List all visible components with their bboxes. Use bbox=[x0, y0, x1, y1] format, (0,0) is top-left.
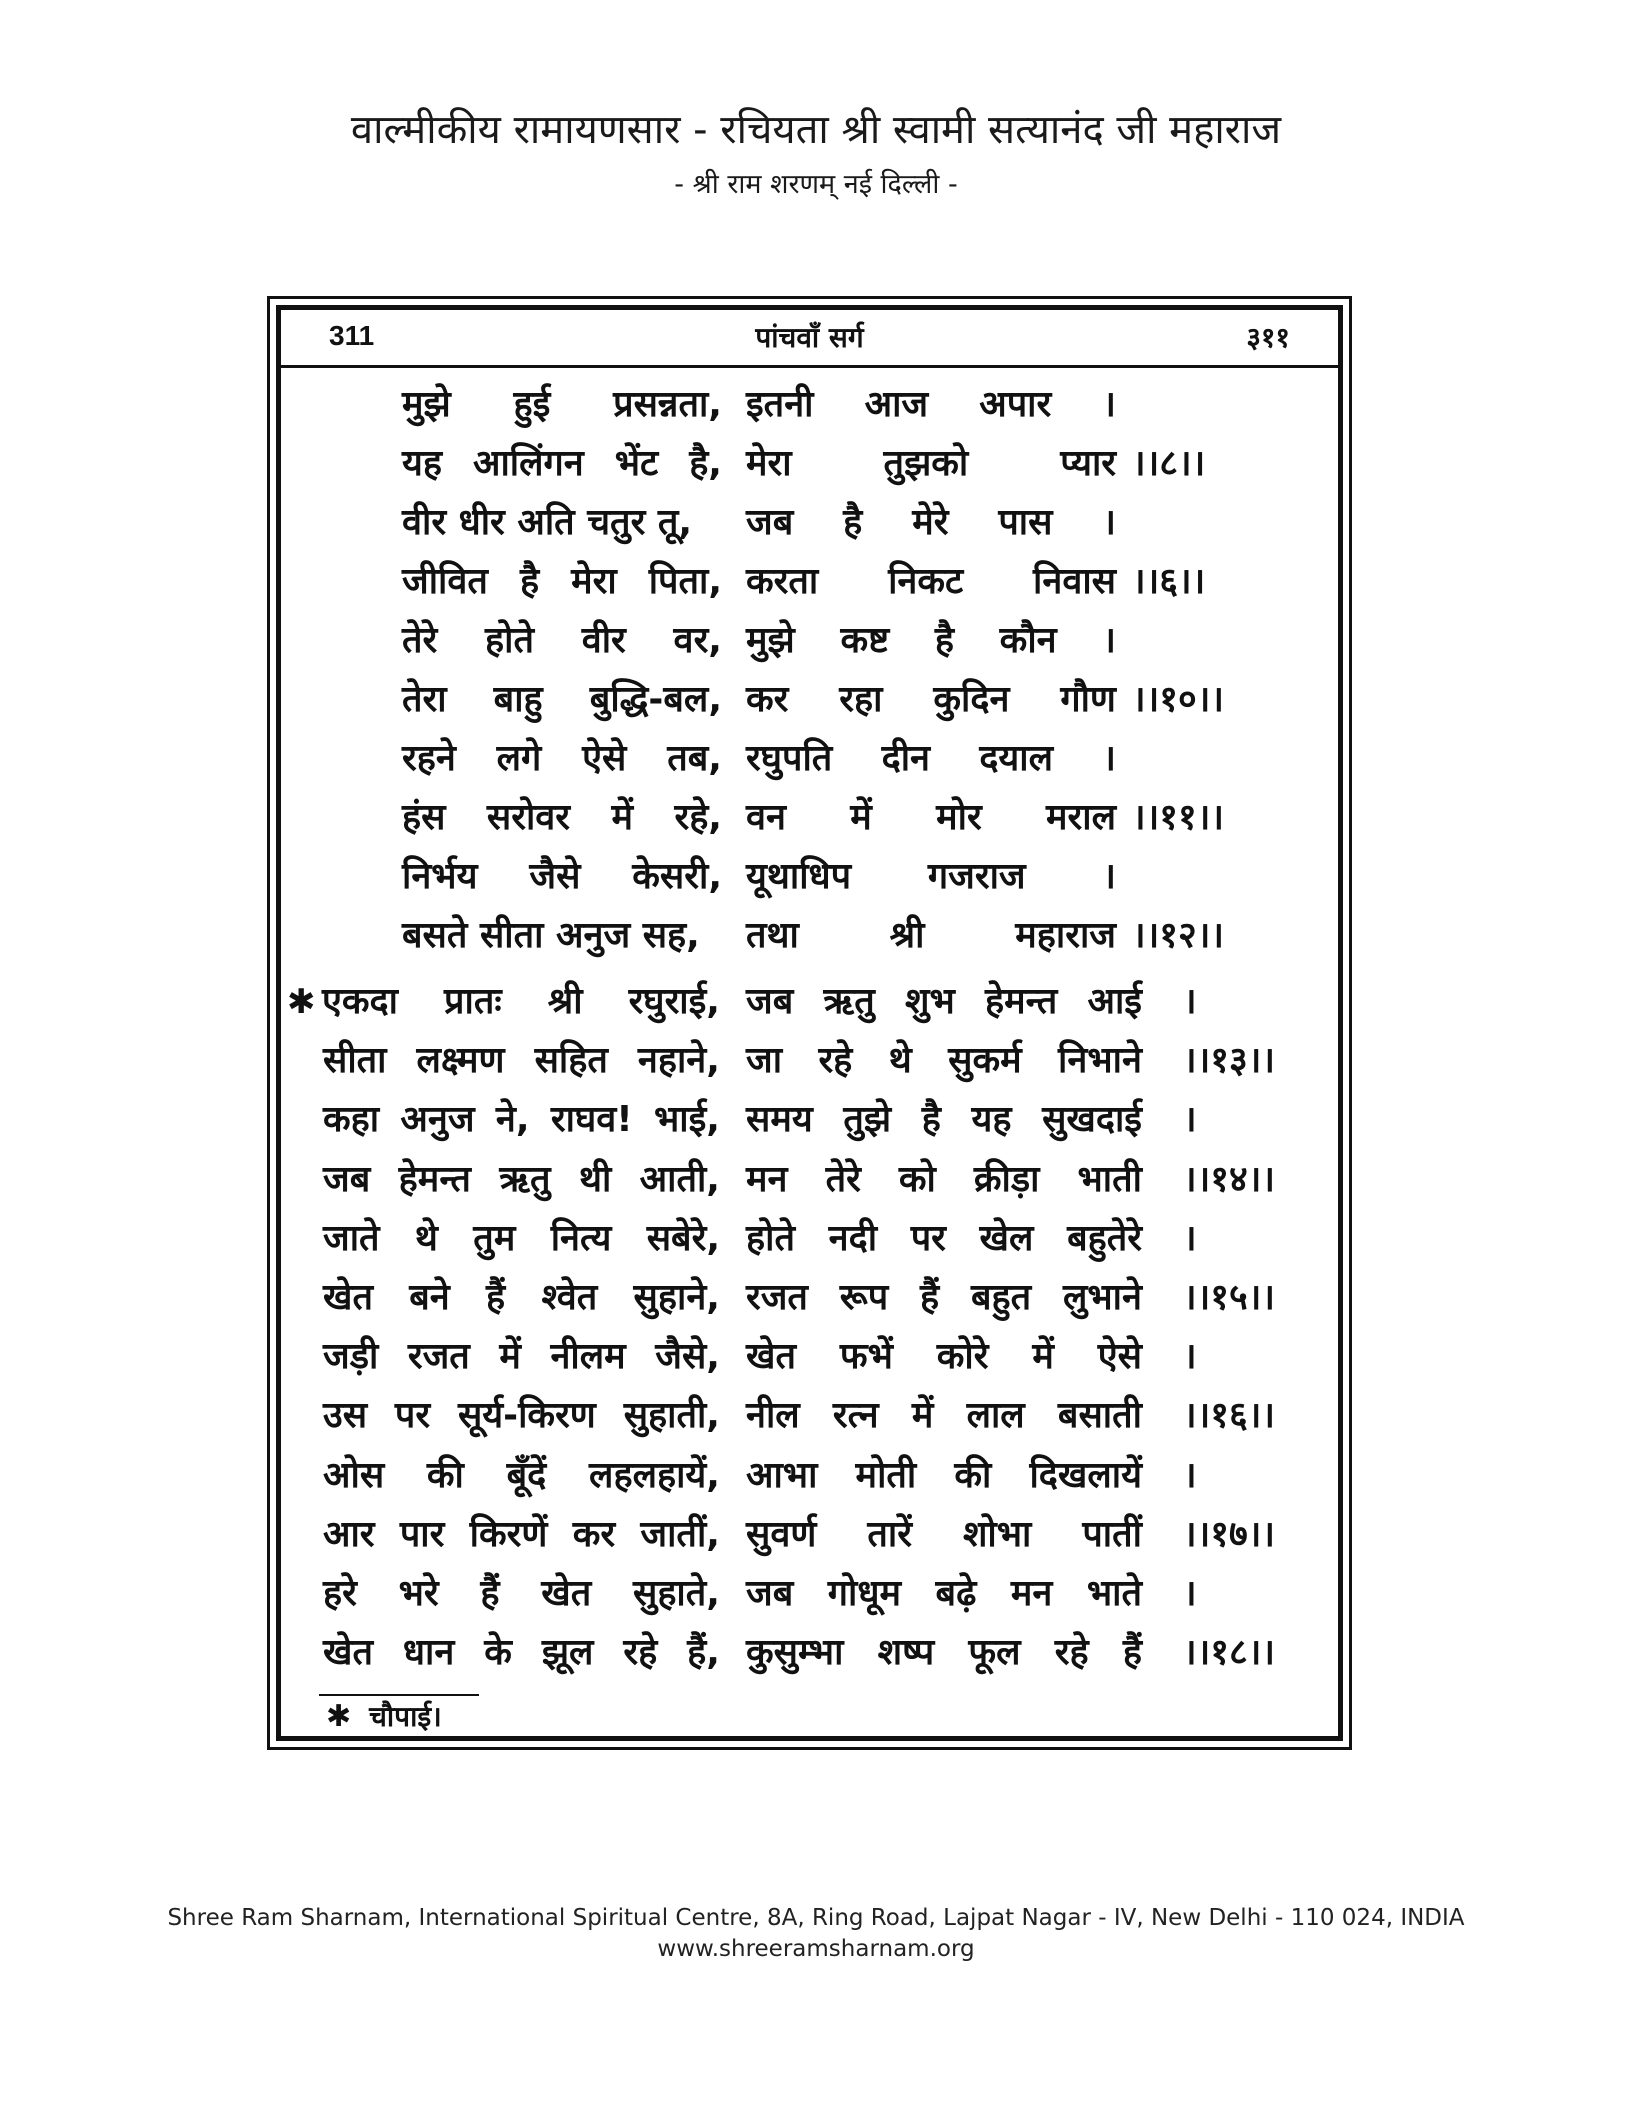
verse-word: जाते bbox=[323, 1217, 380, 1259]
doha-first-half bbox=[402, 734, 722, 784]
footnote-rule bbox=[319, 1694, 479, 1696]
verse-number: । bbox=[1183, 1454, 1197, 1496]
verse-word: रत्न bbox=[832, 1395, 879, 1437]
verse-word: दिखलायें bbox=[1029, 1454, 1142, 1496]
verse-word: में bbox=[499, 1336, 521, 1378]
verse-word: समय bbox=[746, 1099, 813, 1141]
verse-word: आई bbox=[1087, 981, 1142, 1022]
doha-line bbox=[0, 852, 1632, 902]
doha-line bbox=[0, 911, 1632, 961]
verse-word: खेत bbox=[541, 1573, 592, 1614]
verse-word: जैसे, bbox=[655, 1336, 720, 1378]
verse-word: जीवित bbox=[402, 561, 488, 602]
verse-number: ।।१८।। bbox=[1183, 1632, 1276, 1674]
verse-word: प्रातः bbox=[444, 981, 502, 1022]
verse-word: थे bbox=[414, 1217, 438, 1259]
verse-word: जैसे bbox=[529, 856, 581, 897]
verse-word: शुभ bbox=[904, 981, 955, 1022]
verse-word: मन bbox=[1010, 1573, 1053, 1614]
verse-word: दीन bbox=[881, 738, 931, 779]
verse-word: भेंट bbox=[614, 443, 659, 484]
chaupai-line bbox=[0, 1391, 1632, 1441]
verse-number: ।।१५।। bbox=[1183, 1277, 1276, 1318]
verse-word: तेरे bbox=[402, 620, 438, 661]
verse-word: बहुत bbox=[970, 1277, 1032, 1318]
footnote bbox=[326, 1697, 442, 1735]
verse-word: फभें bbox=[839, 1336, 893, 1378]
verse-word: है bbox=[519, 561, 540, 602]
doha-second-half bbox=[746, 380, 1116, 430]
verse-word: आती, bbox=[639, 1158, 720, 1200]
verse-word: गोधूम bbox=[827, 1573, 902, 1614]
verse-word: रूप bbox=[839, 1277, 889, 1318]
chaupai-first-half bbox=[323, 1332, 720, 1382]
verse-word: रहने bbox=[402, 738, 456, 779]
doha-first-half bbox=[402, 557, 722, 607]
verse-word: है bbox=[934, 620, 954, 661]
verse-number: ।।१६।। bbox=[1183, 1395, 1276, 1437]
verse-word: बने bbox=[409, 1277, 450, 1318]
verse-word: । bbox=[1102, 856, 1116, 897]
doha-line bbox=[0, 439, 1632, 489]
verse-word: रहे bbox=[818, 1040, 853, 1082]
verse-word: सबेरे, bbox=[646, 1217, 720, 1259]
verse-word: निर्भय bbox=[402, 856, 478, 897]
verse-word: सीता bbox=[323, 1040, 387, 1082]
verse-word: नहाने, bbox=[637, 1040, 720, 1082]
chaupai-line bbox=[0, 1095, 1632, 1145]
verse-word: प्यार bbox=[1060, 443, 1116, 484]
verse-word: लाल bbox=[966, 1395, 1025, 1437]
verse-word: महाराज bbox=[1015, 915, 1116, 956]
verse-word: कर bbox=[572, 1513, 616, 1555]
chaupai-second-half bbox=[746, 1451, 1142, 1501]
verse-word: बहुतेरे bbox=[1067, 1217, 1142, 1259]
verse-word: वीर धीर अति चतुर तू, bbox=[402, 502, 693, 543]
verse-number: ।।१४।। bbox=[1183, 1158, 1276, 1200]
chaupai-second-half bbox=[746, 1628, 1142, 1678]
doha-first-half bbox=[402, 380, 722, 430]
verse-number: ।।८।। bbox=[1132, 443, 1206, 484]
verse-word: निकट bbox=[888, 561, 964, 602]
verse-word: के bbox=[484, 1632, 512, 1674]
verse-word: खेत bbox=[746, 1336, 796, 1378]
verse-word: यह bbox=[971, 1099, 1012, 1141]
chaupai-second-half bbox=[746, 1155, 1142, 1205]
footer-address: Shree Ram Sharnam, International Spiritual Centre, 8A, Ring Road, Lajpat Nagar - IV, New Delhi - 110 024, INDIA bbox=[167, 1905, 1465, 1931]
doha-first-half bbox=[402, 793, 722, 843]
verse-word: सुहाती, bbox=[623, 1395, 720, 1437]
verse-word: गजराज bbox=[927, 856, 1026, 897]
chaupai-second-half bbox=[746, 1273, 1142, 1323]
verse-word: निवास bbox=[1033, 561, 1116, 602]
verse-word: जब bbox=[746, 981, 794, 1022]
footnote-text: चौपाई। bbox=[369, 1700, 442, 1733]
verse-word: । bbox=[1102, 384, 1116, 425]
verse-word: बाहु bbox=[493, 679, 543, 720]
chaupai-line bbox=[0, 977, 1632, 1027]
verse-word: आज bbox=[864, 384, 929, 425]
verse-word: रहे bbox=[1054, 1632, 1089, 1674]
chaupai-second-half bbox=[746, 1332, 1142, 1382]
doha-first-half bbox=[402, 498, 722, 548]
chaupai-first-half bbox=[323, 1214, 720, 1264]
verse-word: लुभाने bbox=[1062, 1277, 1142, 1318]
verse-number: ।।११।। bbox=[1132, 797, 1225, 838]
verse-word: मोर bbox=[936, 797, 982, 838]
verse-word: भाई, bbox=[653, 1099, 720, 1141]
verse-word: पार bbox=[399, 1513, 445, 1555]
doha-second-half bbox=[746, 793, 1116, 843]
verse-word: होते bbox=[746, 1217, 795, 1259]
doha-first-half bbox=[402, 852, 722, 902]
verse-number: । bbox=[1183, 1217, 1197, 1259]
doha-second-half bbox=[746, 675, 1116, 725]
verse-word: कोरे bbox=[936, 1336, 989, 1378]
verse-word: वन bbox=[746, 797, 786, 838]
verse-word: ऐसे bbox=[582, 738, 627, 779]
verse-word: बसाती bbox=[1057, 1395, 1142, 1437]
verse-word: । bbox=[1102, 502, 1116, 543]
chaupai-line bbox=[0, 1569, 1632, 1619]
chaupai-line bbox=[0, 1510, 1632, 1560]
verse-word: है, bbox=[689, 443, 722, 484]
chaupai-first-half bbox=[322, 977, 720, 1027]
verse-word: करता bbox=[746, 561, 819, 602]
verse-word: सुखदाई bbox=[1042, 1099, 1142, 1141]
chaupai-first-half bbox=[323, 1155, 720, 1205]
verse-word: अनुज bbox=[400, 1099, 475, 1141]
verse-word: आभा bbox=[746, 1454, 818, 1496]
verse-number: ।।१३।। bbox=[1183, 1040, 1276, 1082]
verse-word: की bbox=[426, 1454, 464, 1496]
verse-word: नदी bbox=[828, 1217, 878, 1259]
verse-word: सरोवर bbox=[486, 797, 571, 838]
doha-first-half bbox=[402, 439, 722, 489]
verse-word: कौन bbox=[999, 620, 1057, 661]
verse-word: शष्प bbox=[877, 1632, 935, 1674]
doha-first-half bbox=[402, 675, 722, 725]
doha-line bbox=[0, 734, 1632, 784]
verse-word: गौण bbox=[1060, 679, 1116, 720]
verse-word: नीलम bbox=[550, 1336, 626, 1378]
verse-word: खेत bbox=[323, 1632, 373, 1674]
footnote-star-icon: ✱ bbox=[326, 1699, 352, 1734]
verse-number: । bbox=[1183, 981, 1197, 1022]
chaupai-second-half bbox=[746, 1214, 1142, 1264]
verse-word: में bbox=[611, 797, 634, 838]
verse-word: भाती bbox=[1077, 1158, 1142, 1200]
verse-word: तेरे bbox=[825, 1158, 861, 1200]
verse-word: में bbox=[1032, 1336, 1054, 1378]
verse-word: मोती bbox=[855, 1454, 917, 1496]
verse-word: कुसुम्भा bbox=[746, 1632, 844, 1674]
verse-word: तुम bbox=[473, 1217, 516, 1259]
verse-word: ऋतु bbox=[823, 981, 875, 1022]
chaupai-line bbox=[0, 1628, 1632, 1678]
verse-word: रघुराई, bbox=[628, 981, 720, 1022]
verse-word: सुवर्ण bbox=[746, 1513, 817, 1555]
doha-first-half bbox=[402, 616, 722, 666]
verse-word: दयाल bbox=[979, 738, 1054, 779]
verse-word: आलिंगन bbox=[472, 443, 584, 484]
chaupai-line bbox=[0, 1155, 1632, 1205]
verse-word: रजत bbox=[407, 1336, 470, 1378]
verse-word: हैं, bbox=[687, 1632, 720, 1674]
verse-word: है bbox=[921, 1099, 941, 1141]
verse-number: ।।१७।। bbox=[1183, 1513, 1276, 1555]
verse-word: शोभा bbox=[962, 1513, 1032, 1555]
verse-number: । bbox=[1183, 1573, 1197, 1614]
doha-first-half bbox=[402, 911, 722, 961]
page-header-bar bbox=[281, 310, 1338, 368]
verse-word: । bbox=[1102, 620, 1116, 661]
verse-word: । bbox=[1102, 738, 1116, 779]
verse-word: पिता, bbox=[648, 561, 722, 602]
document-title: वाल्मीकीय रामायणसार - रचियता श्री स्वामी सत्यानंद जी महाराज bbox=[350, 107, 1282, 153]
verse-word: जा bbox=[746, 1040, 783, 1082]
verse-word: की bbox=[954, 1454, 992, 1496]
verse-word: तारें bbox=[867, 1513, 912, 1555]
chaupai-first-half bbox=[323, 1451, 720, 1501]
verse-word: हुई bbox=[513, 384, 551, 425]
verse-word: थी bbox=[578, 1158, 612, 1200]
page-number-latin: 311 bbox=[329, 320, 375, 351]
chapter-title: पांचवाँ सर्ग bbox=[755, 321, 864, 354]
chaupai-star-icon: ✱ bbox=[287, 982, 316, 1022]
verse-number: ।।६।। bbox=[1132, 561, 1206, 602]
verse-word: राघव! bbox=[550, 1099, 633, 1141]
doha-second-half bbox=[746, 911, 1116, 961]
doha-line bbox=[0, 557, 1632, 607]
chaupai-second-half bbox=[746, 1036, 1142, 1086]
verse-word: ओस bbox=[323, 1454, 385, 1496]
verse-word: धान bbox=[402, 1632, 455, 1674]
doha-second-half bbox=[746, 498, 1116, 548]
chaupai-second-half bbox=[746, 1095, 1142, 1145]
verse-word: तुझको bbox=[883, 443, 969, 484]
verse-number: । bbox=[1183, 1336, 1197, 1378]
verse-word: नित्य bbox=[550, 1217, 612, 1259]
verse-word: जब bbox=[323, 1158, 371, 1200]
verse-word: श्री bbox=[889, 915, 925, 956]
verse-word: हेमन्त bbox=[398, 1158, 471, 1200]
verse-word: पातीं bbox=[1082, 1513, 1142, 1555]
verse-word: में bbox=[850, 797, 872, 838]
verse-word: रघुपति bbox=[746, 738, 833, 779]
verse-word: बसते सीता अनुज सह, bbox=[402, 915, 700, 956]
verse-word: ने, bbox=[495, 1099, 530, 1141]
verse-word: लक्ष्मण bbox=[416, 1040, 505, 1082]
verse-word: निभाने bbox=[1058, 1040, 1142, 1082]
verse-word: जब bbox=[746, 1573, 794, 1614]
verse-word: होते bbox=[485, 620, 534, 661]
chaupai-first-half bbox=[323, 1510, 720, 1560]
chaupai-line bbox=[0, 1451, 1632, 1501]
doha-line bbox=[0, 380, 1632, 430]
verse-word: कुदिन bbox=[933, 679, 1010, 720]
verse-word: हेमन्त bbox=[985, 981, 1058, 1022]
document-subtitle: - श्री राम शरणम् नई दिल्ली - bbox=[674, 169, 958, 200]
doha-second-half bbox=[746, 734, 1116, 784]
chaupai-line bbox=[0, 1273, 1632, 1323]
verse-word: हैं bbox=[480, 1573, 500, 1614]
verse-word: थे bbox=[888, 1040, 912, 1082]
verse-word: जातीं, bbox=[640, 1513, 720, 1555]
verse-word: तथा bbox=[746, 915, 799, 956]
verse-word: उस bbox=[323, 1395, 368, 1437]
verse-word: खेत bbox=[323, 1277, 373, 1318]
verse-word: बुद्धि-बल, bbox=[589, 679, 722, 720]
doha-line bbox=[0, 498, 1632, 548]
verse-word: केसरी, bbox=[632, 856, 722, 897]
verse-number: ।।१२।। bbox=[1132, 915, 1225, 956]
verse-word: मन bbox=[746, 1158, 788, 1200]
verse-word: मेरा bbox=[746, 443, 792, 484]
verse-word: हैं bbox=[1122, 1632, 1142, 1674]
doha-line bbox=[0, 793, 1632, 843]
verse-word: है bbox=[843, 502, 863, 543]
verse-word: वीर bbox=[581, 620, 626, 661]
verse-word: लगे bbox=[496, 738, 542, 779]
verse-word: तेरा bbox=[402, 679, 447, 720]
verse-word: यह bbox=[402, 443, 442, 484]
verse-word: श्री bbox=[547, 981, 583, 1022]
chaupai-second-half bbox=[746, 1391, 1142, 1441]
verse-word: पर bbox=[394, 1395, 431, 1437]
verse-word: हैं bbox=[486, 1277, 506, 1318]
doha-line bbox=[0, 675, 1632, 725]
verse-word: सुहाते, bbox=[632, 1573, 720, 1614]
verse-word: वर, bbox=[673, 620, 722, 661]
verse-word: झूल bbox=[541, 1632, 594, 1674]
verse-word: यूथाधिप bbox=[746, 856, 852, 897]
verse-word: मराल bbox=[1046, 797, 1116, 838]
chaupai-line bbox=[0, 1332, 1632, 1382]
doha-second-half bbox=[746, 557, 1116, 607]
verse-word: ऐसे bbox=[1097, 1336, 1142, 1378]
verse-word: मुझे bbox=[402, 384, 451, 425]
verse-word: रजत bbox=[746, 1277, 808, 1318]
verse-word: अपार bbox=[979, 384, 1052, 425]
chaupai-first-half bbox=[323, 1628, 720, 1678]
verse-word: सूर्य-किरण bbox=[457, 1395, 596, 1437]
verse-word: जब bbox=[746, 502, 794, 543]
chaupai-second-half bbox=[746, 1510, 1142, 1560]
verse-number: । bbox=[1183, 1099, 1197, 1141]
verse-word: तब, bbox=[667, 738, 722, 779]
chaupai-line bbox=[0, 1214, 1632, 1264]
verse-word: तुझे bbox=[843, 1099, 892, 1141]
verse-word: बढ़े bbox=[935, 1573, 977, 1614]
verse-word: भरे bbox=[398, 1573, 439, 1614]
verse-word: रहा bbox=[839, 679, 883, 720]
verse-word: बूँदें bbox=[506, 1454, 547, 1496]
verse-word: को bbox=[898, 1158, 936, 1200]
verse-word: रहे bbox=[623, 1632, 658, 1674]
verse-word: हैं bbox=[920, 1277, 940, 1318]
chaupai-first-half bbox=[323, 1569, 720, 1619]
chaupai-second-half bbox=[746, 977, 1142, 1027]
verse-word: किरणें bbox=[469, 1513, 548, 1555]
verse-word: श्वेत bbox=[541, 1277, 598, 1318]
verse-word: हरे bbox=[323, 1573, 357, 1614]
verse-word: कष्ट bbox=[840, 620, 890, 661]
doha-line bbox=[0, 616, 1632, 666]
footer-website: www.shreeramsharnam.org bbox=[657, 1936, 975, 1962]
verse-word: मेरा bbox=[571, 561, 617, 602]
chaupai-first-half bbox=[323, 1391, 720, 1441]
verse-word: आर bbox=[323, 1513, 375, 1555]
verse-word: इतनी bbox=[746, 384, 814, 425]
verse-word: खेल bbox=[979, 1217, 1034, 1259]
verse-word: कहा bbox=[323, 1099, 380, 1141]
verse-word: प्रसन्नता, bbox=[613, 384, 722, 425]
chaupai-line bbox=[0, 1036, 1632, 1086]
verse-word: कर bbox=[746, 679, 789, 720]
verse-word: फूल bbox=[968, 1632, 1021, 1674]
doha-second-half bbox=[746, 852, 1116, 902]
verse-word: में bbox=[911, 1395, 934, 1437]
verse-word: भाते bbox=[1086, 1573, 1142, 1614]
verse-word: सुकर्म bbox=[948, 1040, 1022, 1082]
page-number-devanagari: ३११ bbox=[1246, 321, 1290, 354]
verse-word: क्रीड़ा bbox=[973, 1158, 1040, 1200]
verse-word: एकदा bbox=[322, 981, 398, 1022]
verse-word: ऋतु bbox=[499, 1158, 551, 1200]
verse-word: जड़ी bbox=[323, 1336, 379, 1378]
chaupai-first-half bbox=[323, 1095, 720, 1145]
verse-number: ।।१०।। bbox=[1132, 679, 1225, 720]
verse-word: मुझे bbox=[746, 620, 795, 661]
verse-word: नील bbox=[746, 1395, 800, 1437]
verse-word: हंस bbox=[402, 797, 446, 838]
verse-word: पर bbox=[910, 1217, 946, 1259]
verse-word: सुहाने, bbox=[633, 1277, 720, 1318]
verse-word: पास bbox=[998, 502, 1053, 543]
doha-second-half bbox=[746, 439, 1116, 489]
chaupai-second-half bbox=[746, 1569, 1142, 1619]
verse-word: रहे, bbox=[674, 797, 722, 838]
verse-word: लहलहायें, bbox=[589, 1454, 720, 1496]
chaupai-first-half bbox=[323, 1273, 720, 1323]
verse-word: मेरे bbox=[912, 502, 949, 543]
doha-second-half bbox=[746, 616, 1116, 666]
verse-word: सहित bbox=[534, 1040, 608, 1082]
chaupai-first-half bbox=[323, 1036, 720, 1086]
